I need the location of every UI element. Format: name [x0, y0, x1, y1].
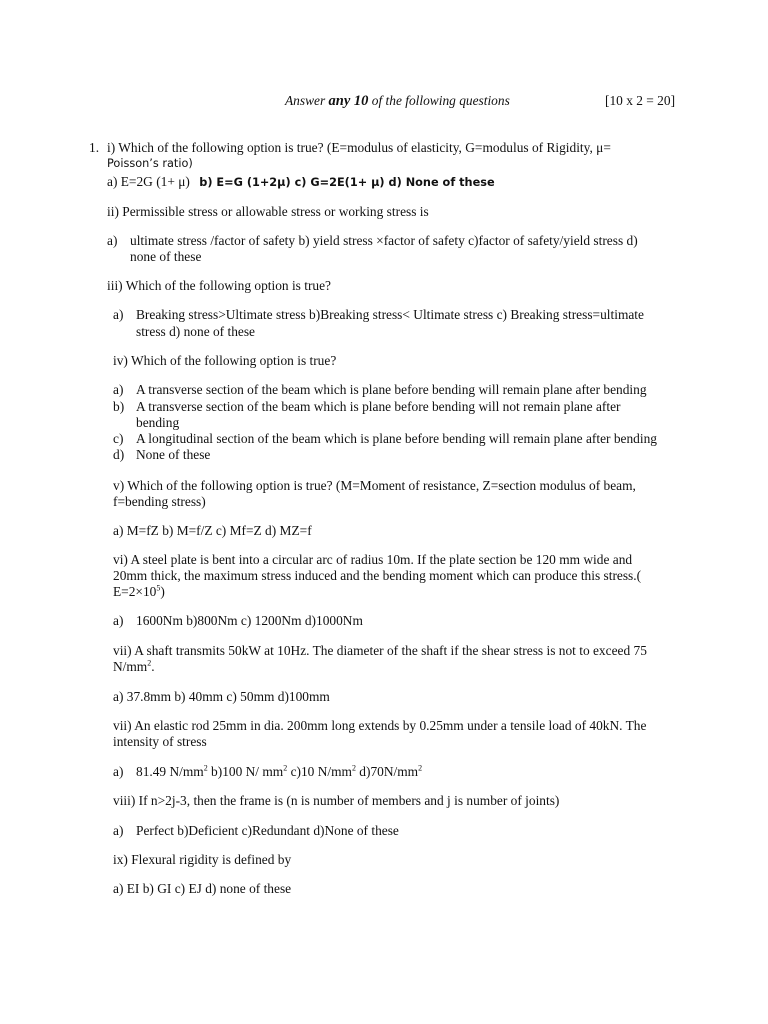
question-number: 1.: [89, 140, 100, 155]
q-iv-option-d: None of these: [136, 447, 211, 462]
instructions-prefix: Answer: [285, 93, 326, 108]
q-vii2-option-d: d)70N/mm: [355, 764, 419, 779]
instructions-suffix: of the following questions: [371, 93, 510, 108]
q-vii2-option-b: b)100 N/ mm: [207, 764, 284, 779]
q-v-options: a) M=fZ b) M=f/Z c) Mf=Z d) MZ=f: [113, 523, 312, 538]
q-i-text-line2: Poisson’s ratio): [107, 157, 193, 170]
q-viii-label: a): [113, 823, 124, 838]
q-vi-options: 1600Nm b)800Nm c) 1200Nm d)1000Nm: [136, 613, 363, 628]
q-ix-text: ix) Flexural rigidity is defined by: [113, 852, 292, 867]
q-vii2-sup-c: 2: [351, 763, 356, 773]
q-iv-option-a: A transverse section of the beam which is plane before bending will remain plane after bending: [136, 382, 647, 397]
q-vi-label: a): [113, 613, 124, 628]
q-vii2-sup-b: 2: [283, 763, 288, 773]
q-vii2-option-a: 81.49 N/mm: [136, 764, 204, 779]
q-vii2-text-line2: intensity of stress: [113, 734, 207, 749]
q-vi-formula: E=2×10: [113, 584, 157, 599]
q-i-options-rest: b) E=G (1+2μ) c) G=2E(1+ μ) d) None of these: [199, 176, 495, 189]
q-i-options: [107, 174, 495, 191]
q-vii-text-line1: vii) A shaft transmits 50kW at 10Hz. The diameter of the shaft if the shear stress is not to exceed 75: [113, 643, 647, 658]
q-iv-b-label: b): [113, 399, 125, 414]
q-vi-close-paren: ): [160, 584, 165, 599]
q-vii2-text-line1: vii) An elastic rod 25mm in dia. 200mm long extends by 0.25mm under a tensile load of 40kN. The: [113, 718, 647, 733]
q-vii-period: .: [151, 659, 155, 674]
q-viii-text: viii) If n>2j-3, then the frame is (n is number of members and j is number of joints): [113, 793, 560, 808]
q-vii-unit: N/mm: [113, 659, 148, 674]
q-vii2-sup-d: 2: [418, 763, 423, 773]
q-vii-exponent: 2: [147, 658, 152, 668]
q-vii-text-line2: [113, 659, 155, 675]
q-i-text-line1: i) Which of the following option is true? (E=modulus of elasticity, G=modulus of Rigidity, μ=: [107, 140, 611, 155]
q-iv-option-b-line1: A transverse section of the beam which is plane before bending will not remain plane after: [136, 399, 621, 414]
q-iv-d-label: d): [113, 447, 125, 462]
q-iii-options-line2: stress d) none of these: [136, 324, 255, 339]
q-vi-text-line2: 20mm thick, the maximum stress induced and the bending moment which can produce this stress.(: [113, 568, 642, 583]
q-iv-c-label: c): [113, 431, 124, 446]
q-v-text-line1: v) Which of the following option is true? (M=Moment of resistance, Z=section modulus of beam,: [113, 478, 636, 493]
q-vii2-sup-a: 2: [203, 763, 208, 773]
q-ii-label: a): [107, 233, 118, 248]
q-v-text-line2: f=bending stress): [113, 494, 206, 509]
q-vii-options: a) 37.8mm b) 40mm c) 50mm d)100mm: [113, 689, 330, 704]
q-iv-a-label: a): [113, 382, 124, 397]
q-ii-text: ii) Permissible stress or allowable stress or working stress is: [107, 204, 429, 219]
q-ii-options-line1: ultimate stress /factor of safety b) yield stress ×factor of safety c)factor of safety/yield stress d): [130, 233, 638, 248]
q-i-option-a: a) E=2G (1+ μ): [107, 174, 190, 189]
q-viii-options: Perfect b)Deficient c)Redundant d)None of these: [136, 823, 399, 838]
q-vii2-options: [136, 764, 422, 780]
instructions-emphasis: any 10: [328, 93, 369, 109]
q-iii-text: iii) Which of the following option is true?: [107, 278, 332, 293]
q-vi-exponent: 5: [156, 583, 161, 593]
q-iv-option-c: A longitudinal section of the beam which is plane before bending will remain plane after bending: [136, 431, 657, 446]
q-iv-option-b-line2: bending: [136, 415, 180, 430]
q-vii2-option-c: c)10 N/mm: [287, 764, 352, 779]
q-ii-options-line2: none of these: [130, 249, 202, 264]
q-vi-text-line1: vi) A steel plate is bent into a circular arc of radius 10m. If the plate section be 120 mm wide and: [113, 552, 633, 567]
q-vi-text-line3: [113, 584, 165, 600]
q-iii-options-line1: Breaking stress>Ultimate stress b)Breaking stress< Ultimate stress c) Breaking stress=ultimate: [136, 307, 644, 322]
instructions: [285, 93, 510, 109]
marks-allocation: [10 x 2 = 20]: [605, 93, 676, 108]
q-ix-options: a) EI b) GI c) EJ d) none of these: [113, 881, 292, 896]
q-vii2-label: a): [113, 764, 124, 779]
q-iv-text: iv) Which of the following option is true?: [113, 353, 337, 368]
q-iii-label: a): [113, 307, 124, 322]
